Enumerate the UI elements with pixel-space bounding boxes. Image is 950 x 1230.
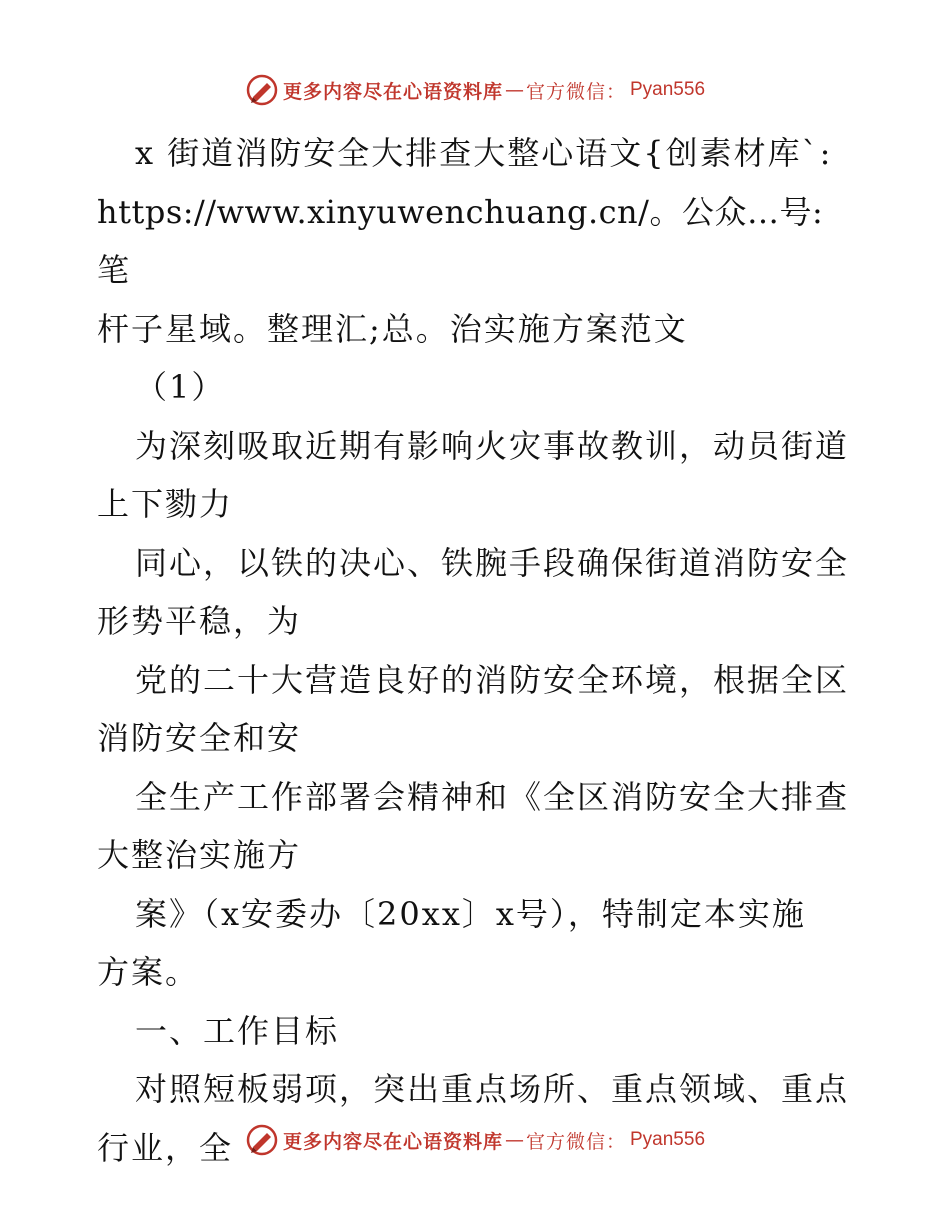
paragraph-line: 党的二十大营造良好的消防安全环境，根据全区 bbox=[135, 660, 850, 699]
banner-text: 更多内容尽在心语资料库 bbox=[282, 80, 503, 103]
banner-text: 更多内容尽在心语资料库 bbox=[282, 1130, 503, 1153]
paragraph-line: 消防安全和安 bbox=[97, 719, 302, 757]
section-number: （1） bbox=[135, 368, 226, 406]
banner-official-label: 官方微信： bbox=[525, 80, 626, 103]
footer-banner[interactable] bbox=[0, 1120, 950, 1160]
doc-title-line: 杆子星域。整理汇;总。治实施方案范文 bbox=[97, 309, 688, 348]
paragraph-line: 为深刻吸取近期有影响火灾事故教训，动员街道 bbox=[135, 426, 850, 465]
paragraph-line: 上下勠力 bbox=[97, 485, 234, 523]
paragraph-line: 对照短板弱项，突出重点场所、重点领域、重点 bbox=[135, 1070, 850, 1108]
paragraph-line: 案》（x安委办〔20xx〕x号），特制定本实施 bbox=[135, 894, 806, 933]
paragraph-line: 大整治实施方 bbox=[97, 836, 302, 874]
banner-separator: — bbox=[504, 1129, 524, 1151]
paragraph-line: 全生产工作部署会精神和《全区消防安全大排查 bbox=[135, 777, 850, 816]
doc-title-line: x 街道消防安全大排查大整心语文{创素材库`: bbox=[135, 134, 833, 172]
section-heading: 一、工作目标 bbox=[135, 1011, 340, 1050]
pen-logo-icon bbox=[245, 73, 279, 107]
document-body bbox=[97, 124, 857, 1177]
paragraph-line: 行业，全 bbox=[97, 1128, 234, 1167]
paragraph-line: 方案。 bbox=[97, 953, 200, 991]
banner-wechat-id: Pyan556 bbox=[630, 1129, 706, 1150]
pen-logo-icon bbox=[245, 1123, 279, 1157]
banner-wechat-id: Pyan556 bbox=[630, 79, 706, 100]
paragraph-line: 形势平稳，为 bbox=[97, 602, 302, 640]
paragraph-line: 同心，以铁的决心、铁腕手段确保街道消防安全 bbox=[135, 543, 850, 582]
doc-title-line: https://www.xinyuwenchuang.cn/。公众…号: 笔 bbox=[97, 192, 824, 289]
banner-official-label: 官方微信： bbox=[525, 1130, 626, 1153]
header-banner[interactable] bbox=[0, 70, 950, 110]
banner-separator: — bbox=[504, 79, 524, 101]
